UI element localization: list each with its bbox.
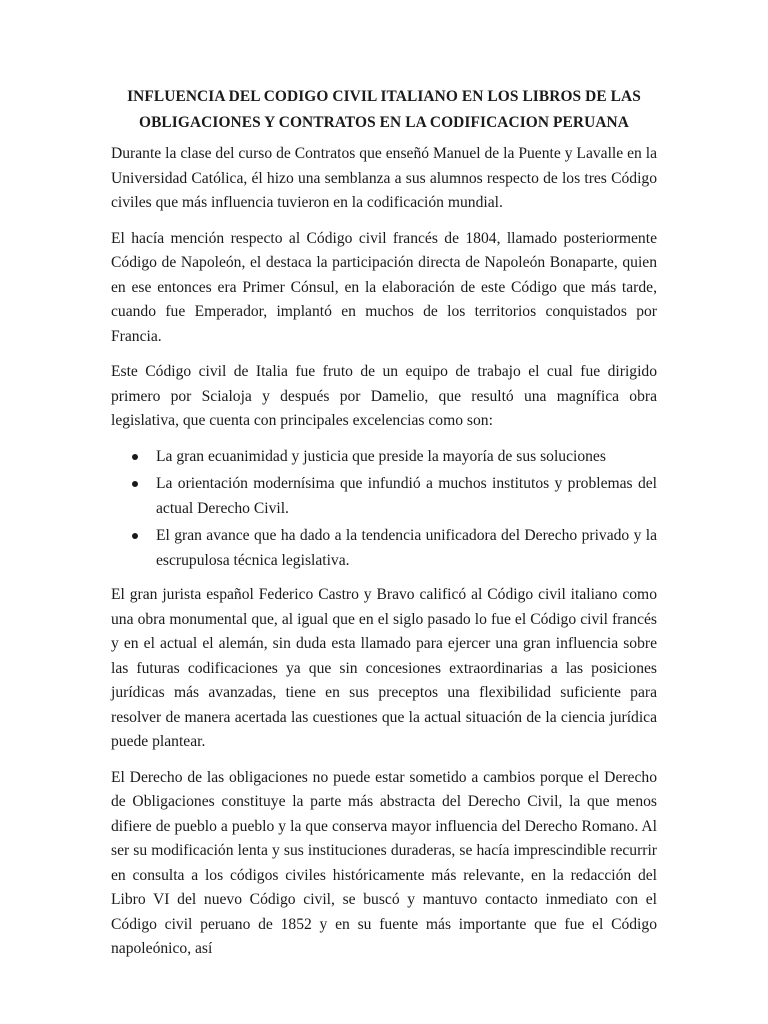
bullet-icon	[132, 454, 138, 460]
bullet-icon	[132, 533, 138, 539]
document-page	[111, 84, 657, 973]
list-item	[111, 445, 657, 470]
paragraph-obligations: El Derecho de las obligaciones no puede estar sometido a cambios porque el Derecho de Obligaciones constituye la parte más abstracta del Derecho Civil, la que menos difiere de pueblo a pueblo y la que conserva mayor influencia del Derecho Romano. Al ser su modificación lenta y sus instituciones duraderas, se hacía imprescindible recurrir en consulta a los códigos civiles históricamente más relevante, en la redacción del Libro VI del nuevo Código civil, se buscó y mantuvo contacto inmediato con el Código civil peruano de 1852 y en su fuente más importante que fue el Código napoleónico, así	[111, 768, 657, 957]
list-item	[111, 472, 657, 521]
title-line-2: OBLIGACIONES Y CONTRATOS EN LA CODIFICACION PERUANA	[139, 114, 629, 131]
paragraph-castro-bravo: El gran jurista español Federico Castro y Bravo calificó al Código civil italiano como una obra monumental que, al igual que en el siglo pasado lo fue el Código civil francés y en el actual el alemán, sin duda esta llamado para ejercer una gran influencia sobre las futuras codificaciones ya que sin concesiones extraordinarias a las posiciones jurídicas más avanzadas, tiene en sus preceptos una flexibilidad suficiente para resolver de manera acertada las cuestiones que la actual situación de la ciencia jurídica puede plantear.	[111, 586, 657, 750]
title-line-1: INFLUENCIA DEL CODIGO CIVIL ITALIANO EN LOS LIBROS DE LAS	[127, 88, 641, 105]
list-item-text: La orientación modernísima que infundió a muchos institutos y problemas del actual Derecho Civil.	[156, 475, 657, 517]
paragraph-french-code: El hacía mención respecto al Código civil francés de 1804, llamado posteriormente Código de Napoleón, el destaca la participación directa de Napoleón Bonaparte, quien en ese entonces era Primer Cónsul, en la elaboración de este Código que más tarde, cuando fue Emperador, implantó en muchos de los territorios conquistados por Francia.	[111, 229, 657, 345]
paragraph-intro: Durante la clase del curso de Contratos que enseñó Manuel de la Puente y Lavalle en la Universidad Católica, él hizo una semblanza a sus alumnos respecto de los tres Código civiles que más influencia tuvieron en la codificación mundial.	[111, 145, 657, 211]
list-item-text: La gran ecuanimidad y justicia que preside la mayoría de sus soluciones	[156, 447, 606, 465]
list-item	[111, 524, 657, 573]
excellences-list	[111, 445, 657, 574]
list-item-text: El gran avance que ha dado a la tendencia unificadora del Derecho privado y la escrupulosa técnica legislativa.	[156, 527, 657, 569]
bullet-icon	[132, 481, 138, 487]
document-title	[111, 84, 657, 136]
paragraph-italian-code: Este Código civil de Italia fue fruto de un equipo de trabajo el cual fue dirigido primero por Scialoja y después por Damelio, que resultó una magnífica obra legislativa, que cuenta con principales excelencias como son:	[111, 363, 657, 429]
